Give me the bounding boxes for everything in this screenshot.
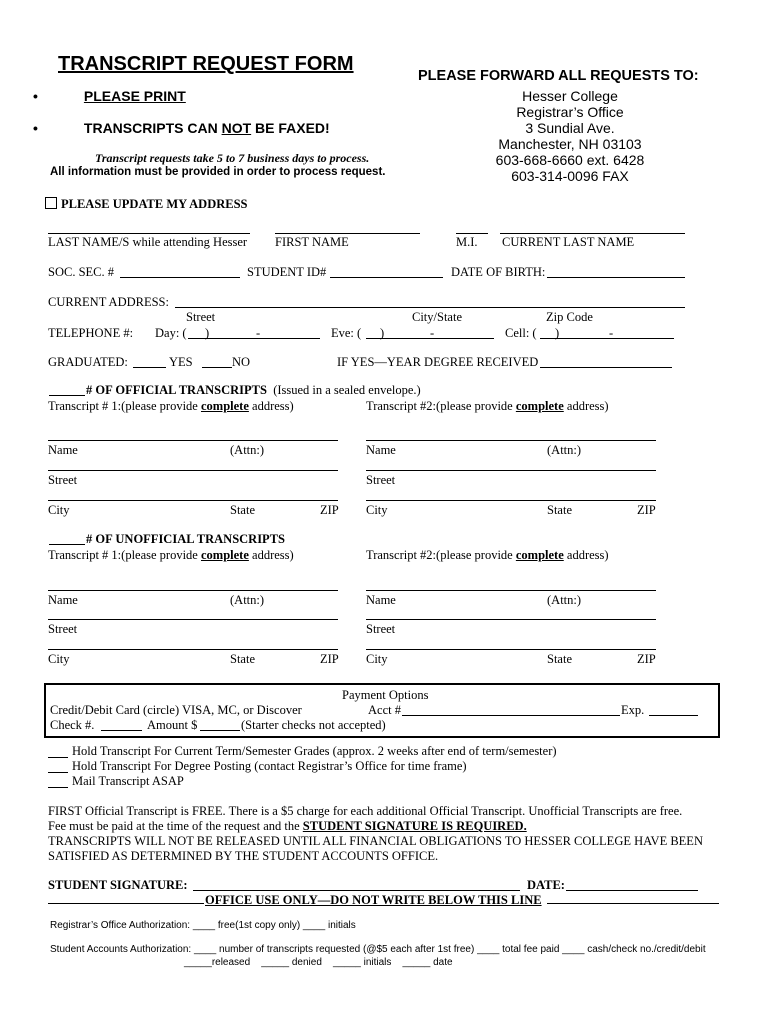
official-t1-name-line[interactable] [48,440,338,441]
processing-note: Transcript requests take 5 to 7 business days to process. [95,151,370,165]
current-last-name-label: CURRENT LAST NAME [502,235,635,249]
field-state-label: State [547,503,572,517]
unofficial-t2-street-line[interactable] [366,619,656,620]
unofficial-t1-street-line[interactable] [48,619,338,620]
signature-line[interactable] [193,890,520,891]
phone-close: ) [555,326,560,340]
unofficial-t1-name-line[interactable] [48,590,338,591]
date-line[interactable] [566,890,698,891]
acct-number-line[interactable] [402,715,620,716]
date-label: DATE: [527,878,565,892]
amount-line[interactable] [200,730,240,731]
current-last-name-line[interactable] [500,233,685,234]
field-zip-label: ZIP [320,503,339,517]
unofficial-t2-heading: Transcript #2:(please provide complete address) [366,548,609,562]
field-name-label: Name [366,443,396,457]
forward-line: 603-314-0096 FAX [511,168,629,184]
telephone-label: TELEPHONE #: [48,326,134,340]
phone-cell-label: Cell: ( [505,326,537,340]
current-address-line[interactable] [175,307,685,308]
field-state-label: State [547,652,572,666]
field-state-label: State [230,503,255,517]
phone-cell-line[interactable] [540,338,674,339]
unofficial-t1-city-line[interactable] [48,649,338,650]
check-number-line[interactable] [101,730,142,731]
unofficial-count-label: # OF UNOFFICIAL TRANSCRIPTS [86,532,285,546]
option-hold-term[interactable]: Hold Transcript For Current Term/Semester Grades (approx. 2 weeks after end of term/semester) [72,744,557,758]
forward-line: 603-668-6660 ext. 6428 [495,152,645,168]
phone-eve-label: Eve: ( [331,326,362,340]
phone-dash: - [430,326,435,340]
phone-day-label: Day: ( [155,326,187,340]
field-street-label: Street [48,622,78,636]
address-citystate-label: City/State [412,310,462,324]
official-t2-street-line[interactable] [366,470,656,471]
last-name-label: LAST NAME/S while attending Hesser [48,235,248,249]
field-name-label: Name [366,593,396,607]
payment-check-label: Check #. [50,718,95,732]
dob-label: DATE OF BIRTH: [451,265,546,279]
payment-starter-note: (Starter checks not accepted) [241,718,386,732]
field-state-label: State [230,652,255,666]
official-t1-city-line[interactable] [48,500,338,501]
forward-line: Registrar’s Office [516,104,624,120]
payment-amount-label: Amount $ [147,718,198,732]
field-zip-label: ZIP [637,503,656,517]
forward-line: 3 Sundial Ave. [525,120,615,136]
year-degree-line[interactable] [540,367,672,368]
payment-acct-label: Acct # [368,703,401,717]
bullet-please-print: • PLEASE PRINT [33,88,186,104]
field-attn-label: (Attn:) [230,443,265,457]
student-id-label: STUDENT ID# [247,265,327,279]
soc-sec-line[interactable] [120,277,240,278]
forward-address [470,88,670,184]
update-address-option[interactable]: PLEASE UPDATE MY ADDRESS [45,197,248,211]
graduated-no-label: NO [232,355,251,369]
field-city-label: City [48,503,70,517]
official-t2-city-line[interactable] [366,500,656,501]
field-attn-label: (Attn:) [547,593,582,607]
first-name-label: FIRST NAME [275,235,349,249]
phone-day-line[interactable] [188,338,320,339]
forward-line: Manchester, NH 03103 [498,136,642,152]
official-t1-heading: Transcript # 1:(please provide complete address) [48,399,294,413]
policy-line-2: Fee must be paid at the time of the request and the STUDENT SIGNATURE IS REQUIRED. [48,819,527,833]
official-t1-street-line[interactable] [48,470,338,471]
phone-close: ) [205,326,210,340]
field-zip-label: ZIP [637,652,656,666]
mi-line[interactable] [456,233,488,234]
field-zip-label: ZIP [320,652,339,666]
office-divider-left [48,903,204,904]
policy-line-4: SATISFIED AS DETERMINED BY THE STUDENT ACCOUNTS OFFICE. [48,849,439,863]
graduated-yes-line[interactable] [133,367,166,368]
current-address-label: CURRENT ADDRESS: [48,295,169,309]
unofficial-t2-city-line[interactable] [366,649,656,650]
option-mail-asap[interactable]: Mail Transcript ASAP [72,774,184,788]
official-t2-name-line[interactable] [366,440,656,441]
office-use-label: OFFICE USE ONLY—DO NOT WRITE BELOW THIS LINE [205,893,542,907]
payment-exp-label: Exp. [621,703,645,717]
official-count-line[interactable] [49,395,85,396]
graduated-no-line[interactable] [202,367,232,368]
office-divider-right [547,903,719,904]
registrar-authorization: Registrar’s Office Authorization: ____ free(1st copy only) ____ initials [50,920,356,931]
unofficial-count-line[interactable] [49,544,85,545]
policy-line-1: FIRST Official Transcript is FREE. There is a $5 charge for each additional Official Transcript. Unofficial Transcripts are free. [48,804,683,818]
official-t2-heading: Transcript #2:(please provide complete address) [366,399,609,413]
bullet-not-faxed: • TRANSCRIPTS CAN NOT BE FAXED! [33,120,330,136]
checkbox-icon[interactable] [45,197,57,209]
phone-close: ) [380,326,385,340]
field-attn-label: (Attn:) [547,443,582,457]
option-mail-asap-line[interactable] [48,787,68,788]
exp-line[interactable] [649,715,698,716]
soc-sec-label: SOC. SEC. # [48,265,114,279]
graduated-yes-label: YES [169,355,193,369]
option-hold-degree-line[interactable] [48,772,68,773]
all-info-note: All information must be provided in order to process request. [50,166,386,178]
graduated-label: GRADUATED: [48,355,128,369]
last-name-line[interactable] [48,233,250,234]
payment-title: Payment Options [342,688,429,702]
forward-line: Hesser College [522,88,618,104]
phone-dash: - [609,326,614,340]
field-name-label: Name [48,443,78,457]
address-zip-label: Zip Code [546,310,593,324]
field-street-label: Street [366,473,396,487]
field-street-label: Street [48,473,78,487]
option-hold-term-line[interactable] [48,757,68,758]
first-name-line[interactable] [275,233,420,234]
forward-heading: PLEASE FORWARD ALL REQUESTS TO: [418,68,699,84]
student-id-line[interactable] [330,277,443,278]
signature-label: STUDENT SIGNATURE: [48,878,188,892]
phone-dash: - [256,326,261,340]
mi-label: M.I. [456,235,478,249]
dob-line[interactable] [547,277,685,278]
field-name-label: Name [48,593,78,607]
policy-line-3: TRANSCRIPTS WILL NOT BE RELEASED UNTIL ALL FINANCIAL OBLIGATIONS TO HESSER COLLEGE HAVE BEEN [48,834,703,848]
accounts-authorization-status: _____released _____ denied _____ initials _____ date [184,957,453,968]
phone-eve-line[interactable] [366,338,494,339]
payment-card-label[interactable]: Credit/Debit Card (circle) VISA, MC, or Discover [50,703,302,717]
page-title: TRANSCRIPT REQUEST FORM [58,53,354,75]
official-count-label: # OF OFFICIAL TRANSCRIPTS (Issued in a sealed envelope.) [86,383,421,397]
field-city-label: City [48,652,70,666]
option-hold-degree[interactable]: Hold Transcript For Degree Posting (contact Registrar’s Office for time frame) [72,759,467,773]
field-city-label: City [366,652,388,666]
field-attn-label: (Attn:) [230,593,265,607]
year-degree-label: IF YES—YEAR DEGREE RECEIVED [337,355,539,369]
unofficial-t1-heading: Transcript # 1:(please provide complete address) [48,548,294,562]
address-street-label: Street [186,310,216,324]
field-street-label: Street [366,622,396,636]
field-city-label: City [366,503,388,517]
unofficial-t2-name-line[interactable] [366,590,656,591]
accounts-authorization: Student Accounts Authorization: ____ number of transcripts requested (@$5 each after 1st free) ____ total fee paid ____ cash/check no./credit/debit [50,944,706,955]
